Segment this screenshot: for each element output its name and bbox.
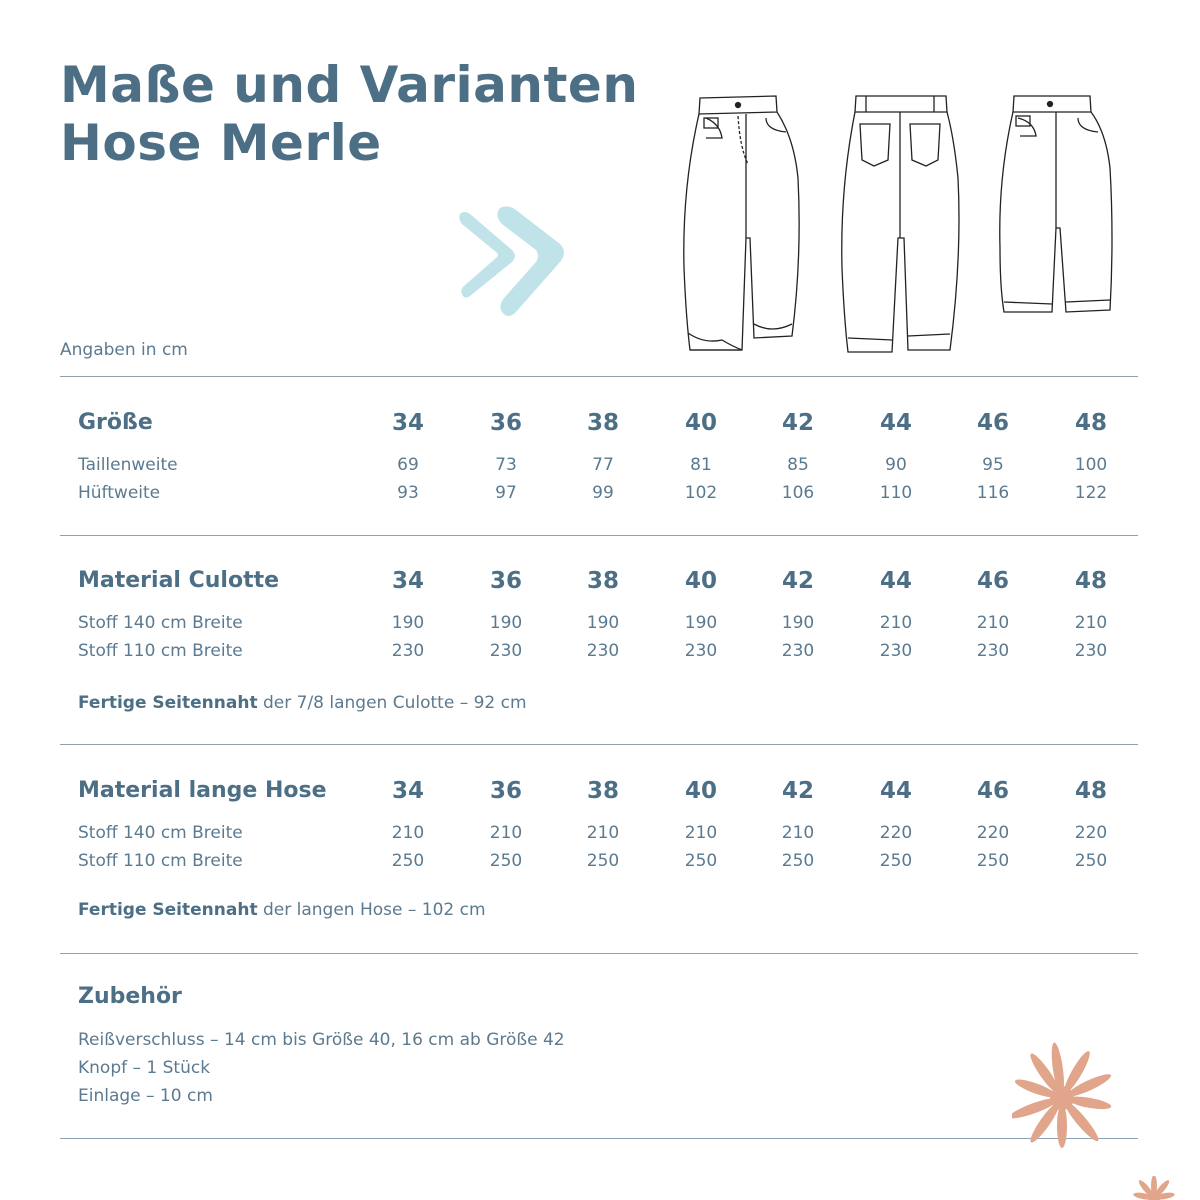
- double-chevron-right-icon: [452, 200, 572, 320]
- size-header: 44: [879, 568, 912, 594]
- table-cell: 110: [879, 483, 913, 503]
- table-cell: 122: [1074, 483, 1108, 503]
- table-cell: 190: [391, 613, 425, 633]
- row-label: Stoff 140 cm Breite: [78, 823, 243, 843]
- flower-icon: [1012, 1042, 1116, 1152]
- table-row-hueftweite: [0, 483, 1200, 513]
- divider: [60, 376, 1138, 377]
- table-cell: 190: [489, 613, 523, 633]
- table-cell: 116: [976, 483, 1010, 503]
- size-header: 36: [489, 410, 522, 436]
- trousers-technical-drawing: [676, 88, 1126, 358]
- front-view-short-sketch: [1000, 96, 1112, 312]
- size-header: 38: [586, 410, 619, 436]
- table-cell: 230: [1074, 641, 1108, 661]
- table-cell: 230: [976, 641, 1010, 661]
- table-cell: 230: [489, 641, 523, 661]
- table-cell: 190: [684, 613, 718, 633]
- table-cell: 73: [495, 455, 517, 475]
- size-header: 40: [684, 410, 717, 436]
- accessory-item: Reißverschluss – 14 cm bis Größe 40, 16 cm ab Größe 42: [78, 1030, 565, 1050]
- row-label: Taillenweite: [78, 455, 178, 475]
- table-cell: 230: [391, 641, 425, 661]
- seam-note-culotte: [78, 693, 527, 713]
- size-header: 34: [391, 778, 424, 804]
- table-cell: 250: [489, 851, 523, 871]
- table-cell: 106: [781, 483, 815, 503]
- table-cell: 210: [684, 823, 718, 843]
- size-header: 46: [976, 568, 1009, 594]
- size-header: 34: [391, 568, 424, 594]
- size-header: 40: [684, 778, 717, 804]
- section-header-lange-hose: [0, 778, 1200, 808]
- flower-icon: [1132, 1176, 1176, 1200]
- note-text: der langen Hose – 102 cm: [257, 900, 486, 920]
- table-cell: 69: [397, 455, 419, 475]
- section-header-groesse: [0, 410, 1200, 440]
- table-cell: 230: [586, 641, 620, 661]
- table-cell: 210: [1074, 613, 1108, 633]
- size-header: 36: [489, 778, 522, 804]
- table-cell: 210: [391, 823, 425, 843]
- section-title: Größe: [78, 410, 153, 435]
- size-header: 46: [976, 778, 1009, 804]
- table-cell: 99: [592, 483, 614, 503]
- size-header: 42: [781, 568, 814, 594]
- seam-note-lange-hose: [78, 900, 486, 920]
- note-bold: Fertige Seitennaht: [78, 693, 258, 713]
- table-cell: 93: [397, 483, 419, 503]
- table-cell: 230: [684, 641, 718, 661]
- size-header: 40: [684, 568, 717, 594]
- table-cell: 210: [586, 823, 620, 843]
- unit-note: Angaben in cm: [60, 340, 188, 360]
- accessory-item: Einlage – 10 cm: [78, 1086, 213, 1106]
- table-cell: 230: [879, 641, 913, 661]
- table-cell: 210: [879, 613, 913, 633]
- size-header: 42: [781, 410, 814, 436]
- table-cell: 250: [684, 851, 718, 871]
- table-cell: 190: [781, 613, 815, 633]
- table-cell: 95: [982, 455, 1004, 475]
- note-text: der 7/8 langen Culotte – 92 cm: [257, 693, 527, 713]
- table-cell: 97: [495, 483, 517, 503]
- table-cell: 230: [781, 641, 815, 661]
- accessory-item: Knopf – 1 Stück: [78, 1058, 211, 1078]
- table-cell: 210: [976, 613, 1010, 633]
- table-cell: 250: [781, 851, 815, 871]
- table-cell: 77: [592, 455, 614, 475]
- table-row-stoff-110: [0, 641, 1200, 671]
- row-label: Stoff 110 cm Breite: [78, 851, 243, 871]
- size-header: 48: [1074, 410, 1107, 436]
- divider: [60, 535, 1138, 536]
- table-row-stoff-140: [0, 823, 1200, 853]
- accessories-title: Zubehör: [78, 984, 182, 1009]
- section-title: Material Culotte: [78, 568, 280, 593]
- table-cell: 81: [690, 455, 712, 475]
- table-cell: 210: [489, 823, 523, 843]
- divider: [60, 744, 1138, 745]
- divider: [60, 953, 1138, 954]
- table-cell: 90: [885, 455, 907, 475]
- table-cell: 250: [976, 851, 1010, 871]
- note-bold: Fertige Seitennaht: [78, 900, 258, 920]
- table-cell: 250: [391, 851, 425, 871]
- back-view-sketch: [842, 96, 959, 352]
- table-cell: 250: [879, 851, 913, 871]
- section-title: Material lange Hose: [78, 778, 327, 803]
- table-cell: 220: [1074, 823, 1108, 843]
- table-cell: 250: [1074, 851, 1108, 871]
- front-view-culotte-sketch: [684, 96, 799, 350]
- size-header: 44: [879, 778, 912, 804]
- size-header: 36: [489, 568, 522, 594]
- size-header: 44: [879, 410, 912, 436]
- table-row-stoff-110: [0, 851, 1200, 881]
- table-row-stoff-140: [0, 613, 1200, 643]
- size-header: 38: [586, 778, 619, 804]
- row-label: Hüftweite: [78, 483, 161, 503]
- table-cell: 220: [976, 823, 1010, 843]
- table-cell: 220: [879, 823, 913, 843]
- size-header: 46: [976, 410, 1009, 436]
- table-cell: 102: [684, 483, 718, 503]
- section-header-culotte: [0, 568, 1200, 598]
- size-header: 38: [586, 568, 619, 594]
- table-cell: 100: [1074, 455, 1108, 475]
- table-cell: 85: [787, 455, 809, 475]
- table-cell: 250: [586, 851, 620, 871]
- size-header: 48: [1074, 568, 1107, 594]
- size-header: 34: [391, 410, 424, 436]
- page-title: [60, 56, 638, 172]
- table-cell: 190: [586, 613, 620, 633]
- title-line-1: Maße und Varianten: [60, 56, 639, 114]
- divider: [60, 1138, 1138, 1139]
- table-cell: 210: [781, 823, 815, 843]
- row-label: Stoff 140 cm Breite: [78, 613, 243, 633]
- title-line-2: Hose Merle: [60, 114, 382, 172]
- size-header: 48: [1074, 778, 1107, 804]
- size-header: 42: [781, 778, 814, 804]
- table-row-taillenweite: [0, 455, 1200, 485]
- row-label: Stoff 110 cm Breite: [78, 641, 243, 661]
